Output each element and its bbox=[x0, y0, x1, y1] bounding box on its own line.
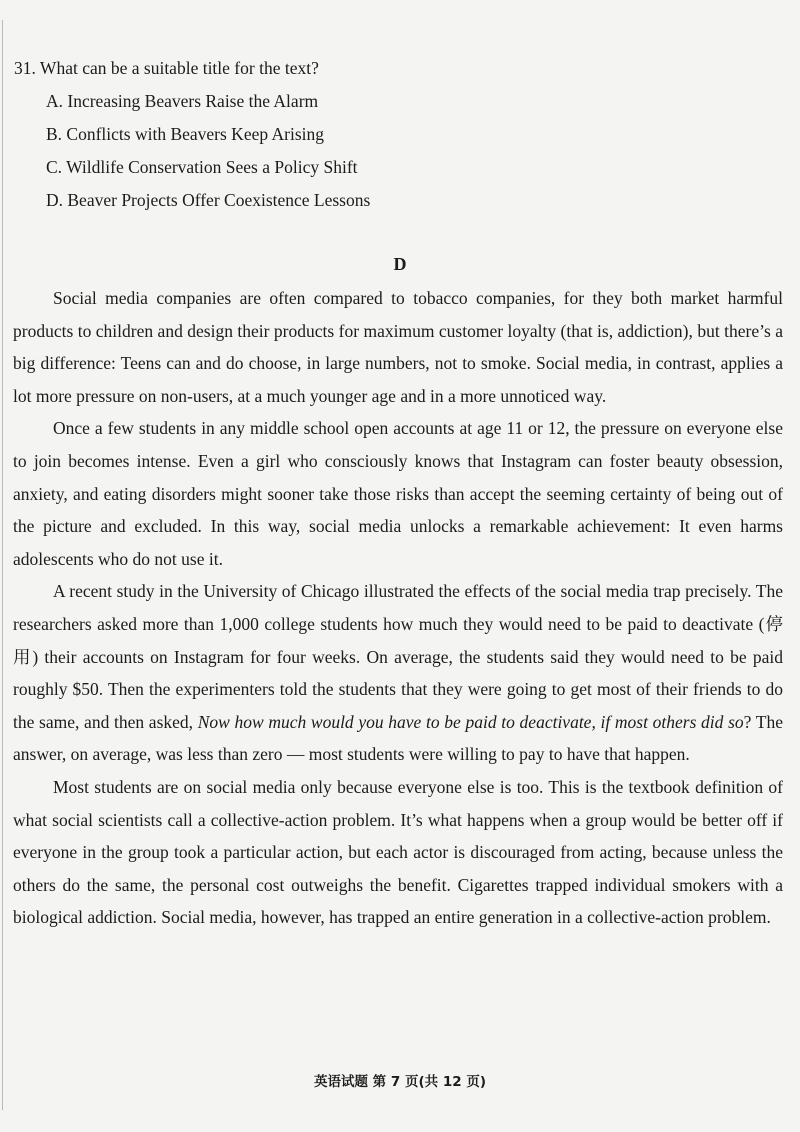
question-stem: 31. What can be a suitable title for the text? bbox=[14, 58, 319, 78]
paragraph-3-text-before: A recent study in the University of Chicago illustrated the effects of the social media trap precisely. The researchers asked more than 1,000 college students how much they would need to be paid to deactivate (停用) their accounts on Instagram for four weeks. On average, the students said they would need to be paid roughly $50. Then the experimenters told the students that they were going to get most of their friends to do the same, and then asked, bbox=[13, 581, 783, 732]
option-a: A. Increasing Beavers Raise the Alarm bbox=[46, 91, 319, 111]
option-d: D. Beaver Projects Offer Coexistence Lessons bbox=[46, 190, 371, 210]
paragraph-1: Social media companies are often compared to tobacco companies, for they both market harmful products to children and design their products for maximum customer loyalty (that is, addiction), but there’s a big difference: Teens can and do choose, in large numbers, not to smoke. Social media, in contrast, applies a lot more pressure on non-users, at a much younger age and in a more unnoticed way. bbox=[13, 288, 783, 406]
paragraph-2: Once a few students in any middle school open accounts at age 11 or 12, the pressure on everyone else to join becomes intense. Even a girl who consciously knows that Instagram can foster beauty obsession, anxiety, and eating disorders might sooner take those risks than accept the seeming certainty of being out of the picture and excluded. In this way, social media unlocks a remarkable achievement: It even harms adolescents who do not use it. bbox=[13, 418, 783, 569]
paragraph-4: Most students are on social media only because everyone else is too. This is the textbook definition of what social scientists call a collective-action problem. It’s what happens when a group would be better off if everyone in the group took a particular action, but each actor is discouraged from acting, because unless the others do the same, the personal cost outweighs the benefit. Cigarettes trapped individual smokers with a biological addiction. Social media, however, has trapped an entire generation in a collective-action problem. bbox=[13, 776, 783, 928]
paragraph-3-text-after: ? The answer, on average, was less than zero — most students were willing to pay to have that happen. bbox=[13, 711, 783, 765]
option-b: B. Conflicts with Beavers Keep Arising bbox=[46, 124, 325, 144]
option-c: C. Wildlife Conservation Sees a Policy Shift bbox=[46, 157, 358, 177]
paragraph-3-italic-question: Now how much would you have to be paid to deactivate, if most others did so bbox=[197, 711, 744, 732]
reading-passage bbox=[13, 282, 783, 934]
paragraph-3 bbox=[13, 575, 783, 771]
question-31 bbox=[0, 52, 800, 217]
page-footer: 英语试题 第 7 页(共 12 页) bbox=[313, 1074, 487, 1090]
section-title: D bbox=[393, 254, 407, 274]
